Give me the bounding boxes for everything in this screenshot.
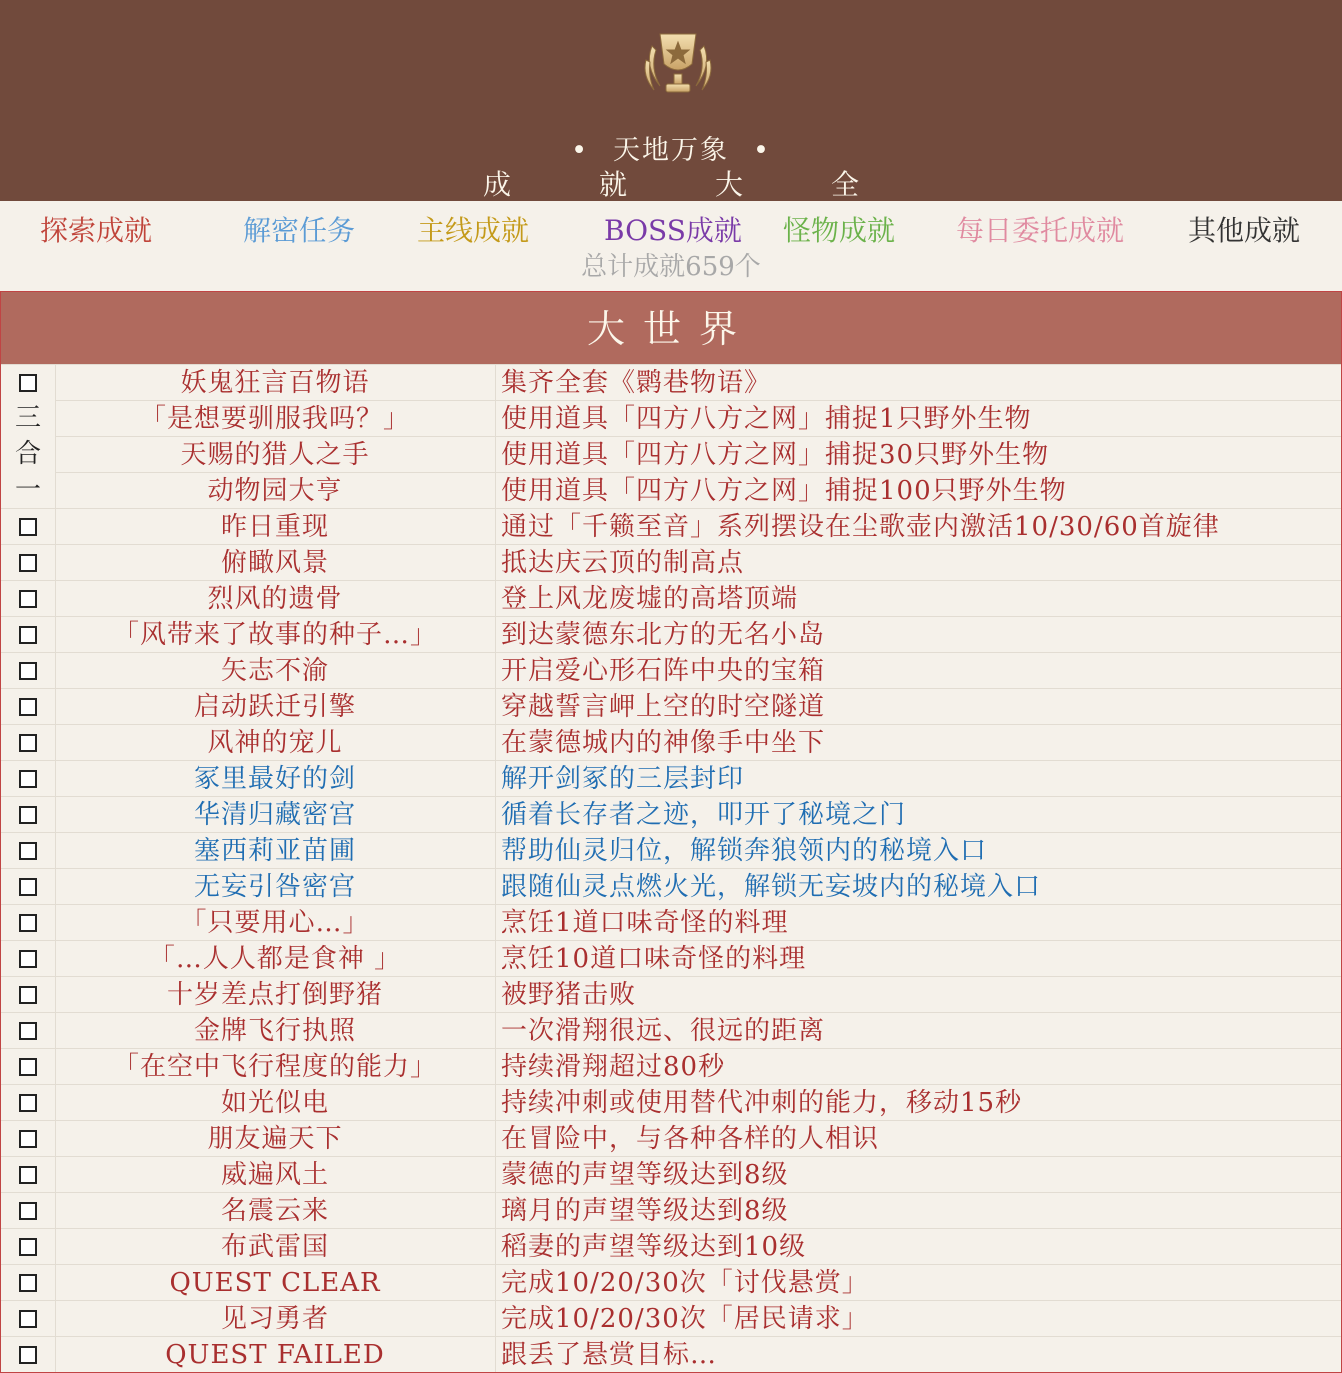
completion-checkbox[interactable]	[19, 626, 37, 644]
table-row	[1, 400, 1341, 436]
checkbox-cell	[1, 617, 55, 653]
category-link-main[interactable]: 主线成就	[417, 214, 530, 247]
merged-label-char: 三	[14, 403, 41, 433]
checkbox-cell	[1, 1121, 55, 1157]
title-char: 全	[831, 168, 860, 201]
achievement-rows	[1, 364, 1341, 1372]
table-row	[1, 796, 1341, 832]
achievement-description: 循着长存者之迹，叩开了秘境之门	[501, 800, 907, 830]
title-char: 大	[715, 168, 744, 201]
checkbox-cell	[1, 797, 55, 833]
total-count: 总计成就659个	[581, 252, 761, 282]
achievement-description: 使用道具「四方八方之网」捕捉100只野外生物	[501, 476, 1067, 506]
achievement-name: 布武雷国	[220, 1232, 329, 1262]
table-row	[1, 940, 1341, 976]
achievement-name: 天赐的猎人之手	[180, 440, 370, 470]
achievement-name: 朋友遍天下	[207, 1124, 343, 1154]
table-row	[1, 904, 1341, 940]
checkbox-cell	[1, 581, 55, 617]
section-title: 大世界	[1, 292, 1341, 364]
achievement-name: 风神的宠儿	[207, 728, 343, 758]
table-row	[1, 1264, 1341, 1300]
achievement-name: QUEST FAILED	[165, 1340, 385, 1370]
checkbox-cell	[1, 365, 55, 401]
category-link-explore[interactable]: 探索成就	[40, 214, 153, 247]
page-subtitle: • 天地万象 •	[571, 135, 771, 166]
table-row	[1, 1156, 1341, 1192]
completion-checkbox[interactable]	[19, 842, 37, 860]
checkbox-cell	[1, 725, 55, 761]
achievement-description: 开启爱心形石阵中央的宝箱	[501, 656, 826, 686]
checkbox-cell	[1, 977, 55, 1013]
checkbox-cell	[1, 761, 55, 797]
completion-checkbox[interactable]	[19, 662, 37, 680]
achievement-table	[0, 291, 1342, 1373]
table-row	[1, 436, 1341, 472]
category-link-daily[interactable]: 每日委托成就	[956, 214, 1125, 247]
achievement-name: 「…人人都是食神 」	[148, 944, 402, 974]
achievement-name: 如光似电	[220, 1088, 329, 1118]
achievement-description: 一次滑翔很远、很远的距离	[501, 1016, 826, 1046]
completion-checkbox[interactable]	[19, 986, 37, 1004]
achievement-name: 启动跃迁引擎	[193, 692, 356, 722]
table-row	[1, 1192, 1341, 1228]
achievement-name: 名震云来	[220, 1196, 329, 1226]
checkbox-cell	[1, 1301, 55, 1337]
checkbox-cell	[1, 1049, 55, 1085]
achievement-description: 蒙德的声望等级达到8级	[501, 1160, 789, 1190]
checkbox-cell	[1, 905, 55, 941]
completion-checkbox[interactable]	[19, 806, 37, 824]
achievement-description: 到达蒙德东北方的无名小岛	[501, 620, 826, 650]
table-row	[1, 508, 1341, 544]
achievement-name: 妖鬼狂言百物语	[180, 368, 370, 398]
achievement-name: 塞西莉亚苗圃	[193, 836, 356, 866]
checkbox-cell	[1, 1337, 55, 1373]
achievement-description: 使用道具「四方八方之网」捕捉1只野外生物	[501, 404, 1032, 434]
checkbox-cell	[1, 1157, 55, 1193]
table-row	[1, 652, 1341, 688]
checkbox-cell	[1, 1085, 55, 1121]
header	[0, 0, 1342, 201]
achievement-description: 持续冲刺或使用替代冲刺的能力，移动15秒	[501, 1088, 1023, 1118]
table-row	[1, 1336, 1341, 1372]
table-row	[1, 1012, 1341, 1048]
achievement-description: 稻妻的声望等级达到10级	[501, 1232, 807, 1262]
achievement-description: 通过「千籁至音」系列摆设在尘歌壶内激活10/30/60首旋律	[501, 512, 1220, 542]
category-link-boss[interactable]: BOSS成就	[604, 214, 742, 247]
achievement-name: 「是想要驯服我吗？」	[139, 404, 410, 434]
page-title	[0, 168, 1342, 202]
table-row	[1, 616, 1341, 652]
completion-checkbox[interactable]	[19, 1022, 37, 1040]
achievement-name: 十岁差点打倒野猪	[166, 980, 383, 1010]
table-row	[1, 832, 1341, 868]
achievement-description: 持续滑翔超过80秒	[501, 1052, 726, 1082]
completion-checkbox[interactable]	[19, 878, 37, 896]
merged-label-char: 合	[14, 439, 41, 469]
achievement-name: 冢里最好的剑	[193, 764, 356, 794]
table-row	[1, 364, 1341, 400]
completion-checkbox[interactable]	[19, 1238, 37, 1256]
table-row	[1, 1084, 1341, 1120]
checkbox-cell	[1, 1265, 55, 1301]
completion-checkbox[interactable]	[19, 950, 37, 968]
achievement-description: 在蒙德城内的神像手中坐下	[501, 728, 826, 758]
merged-label-char: 一	[14, 475, 41, 505]
table-row	[1, 724, 1341, 760]
merged-label-cell	[1, 400, 55, 508]
title-char: 就	[598, 168, 627, 201]
table-row	[1, 1048, 1341, 1084]
achievement-description: 烹饪10道口味奇怪的料理	[501, 944, 807, 974]
achievement-description: 烹饪1道口味奇怪的料理	[501, 908, 789, 938]
table-row	[1, 868, 1341, 904]
achievement-description: 璃月的声望等级达到8级	[501, 1196, 789, 1226]
completion-checkbox[interactable]	[19, 590, 37, 608]
achievement-description: 完成10/20/30次「居民请求」	[501, 1304, 869, 1334]
achievement-description: 穿越誓言岬上空的时空隧道	[501, 692, 826, 722]
table-row	[1, 760, 1341, 796]
completion-checkbox[interactable]	[19, 1310, 37, 1328]
achievement-description: 完成10/20/30次「讨伐悬赏」	[501, 1268, 869, 1298]
category-bar	[0, 201, 1342, 291]
table-row	[1, 976, 1341, 1012]
completion-checkbox[interactable]	[19, 914, 37, 932]
completion-checkbox[interactable]	[19, 1130, 37, 1148]
table-row	[1, 544, 1341, 580]
achievement-name: 威遍风土	[220, 1160, 329, 1190]
achievement-description: 登上风龙废墟的高塔顶端	[501, 584, 799, 614]
completion-checkbox[interactable]	[19, 1346, 37, 1364]
achievement-description: 在冒险中，与各种各样的人相识	[501, 1124, 880, 1154]
achievement-name: 华清归藏密宫	[193, 800, 356, 830]
achievement-name: QUEST CLEAR	[169, 1268, 381, 1298]
table-row	[1, 472, 1341, 508]
category-link-puzzle[interactable]: 解密任务	[243, 214, 356, 247]
completion-checkbox[interactable]	[19, 554, 37, 572]
achievement-name: 矢志不渝	[220, 656, 329, 686]
achievement-description: 跟丢了悬赏目标…	[501, 1340, 718, 1370]
achievement-name: 「风带来了故事的种子…」	[112, 620, 437, 650]
achievement-name: 金牌飞行执照	[193, 1016, 356, 1046]
achievement-name: 见习勇者	[220, 1304, 329, 1334]
checkbox-cell	[1, 941, 55, 977]
completion-checkbox[interactable]	[19, 1058, 37, 1076]
achievement-description: 被野猪击败	[501, 980, 637, 1010]
completion-checkbox[interactable]	[19, 1166, 37, 1184]
completion-checkbox[interactable]	[19, 734, 37, 752]
table-row	[1, 1228, 1341, 1264]
title-char: 成	[482, 168, 511, 201]
checkbox-cell	[1, 1193, 55, 1229]
category-link-monster[interactable]: 怪物成就	[783, 214, 896, 247]
achievement-name: 动物园大亨	[207, 476, 343, 506]
completion-checkbox[interactable]	[19, 1274, 37, 1292]
checkbox-cell	[1, 1013, 55, 1049]
checkbox-cell	[1, 833, 55, 869]
checkbox-cell	[1, 869, 55, 905]
checkbox-cell	[1, 545, 55, 581]
achievement-description: 使用道具「四方八方之网」捕捉30只野外生物	[501, 440, 1050, 470]
achievement-description: 集齐全套《鹮巷物语》	[501, 368, 772, 398]
achievement-description: 抵达庆云顶的制高点	[501, 548, 745, 578]
achievement-name: 「只要用心…」	[180, 908, 370, 938]
checkbox-cell	[1, 509, 55, 545]
trophy-icon	[634, 16, 722, 104]
achievement-name: 昨日重现	[220, 512, 329, 542]
achievement-name: 烈风的遗骨	[207, 584, 343, 614]
checkbox-cell	[1, 653, 55, 689]
achievement-name: 无妄引咎密宫	[193, 872, 356, 902]
completion-checkbox[interactable]	[19, 770, 37, 788]
table-row	[1, 1120, 1341, 1156]
completion-checkbox[interactable]	[19, 698, 37, 716]
table-row	[1, 688, 1341, 724]
checkbox-cell	[1, 1229, 55, 1265]
achievement-description: 跟随仙灵点燃火光，解锁无妄坡内的秘境入口	[501, 872, 1042, 902]
completion-checkbox[interactable]	[19, 518, 37, 536]
checkbox-cell	[1, 689, 55, 725]
achievement-name: 俯瞰风景	[220, 548, 329, 578]
table-row	[1, 580, 1341, 616]
category-link-other[interactable]: 其他成就	[1188, 214, 1301, 247]
completion-checkbox[interactable]	[19, 1202, 37, 1220]
achievement-description: 帮助仙灵归位，解锁奔狼领内的秘境入口	[501, 836, 988, 866]
completion-checkbox[interactable]	[19, 374, 37, 392]
completion-checkbox[interactable]	[19, 1094, 37, 1112]
achievement-name: 「在空中飞行程度的能力」	[112, 1052, 437, 1082]
table-row	[1, 1300, 1341, 1336]
achievement-description: 解开剑冢的三层封印	[501, 764, 745, 794]
